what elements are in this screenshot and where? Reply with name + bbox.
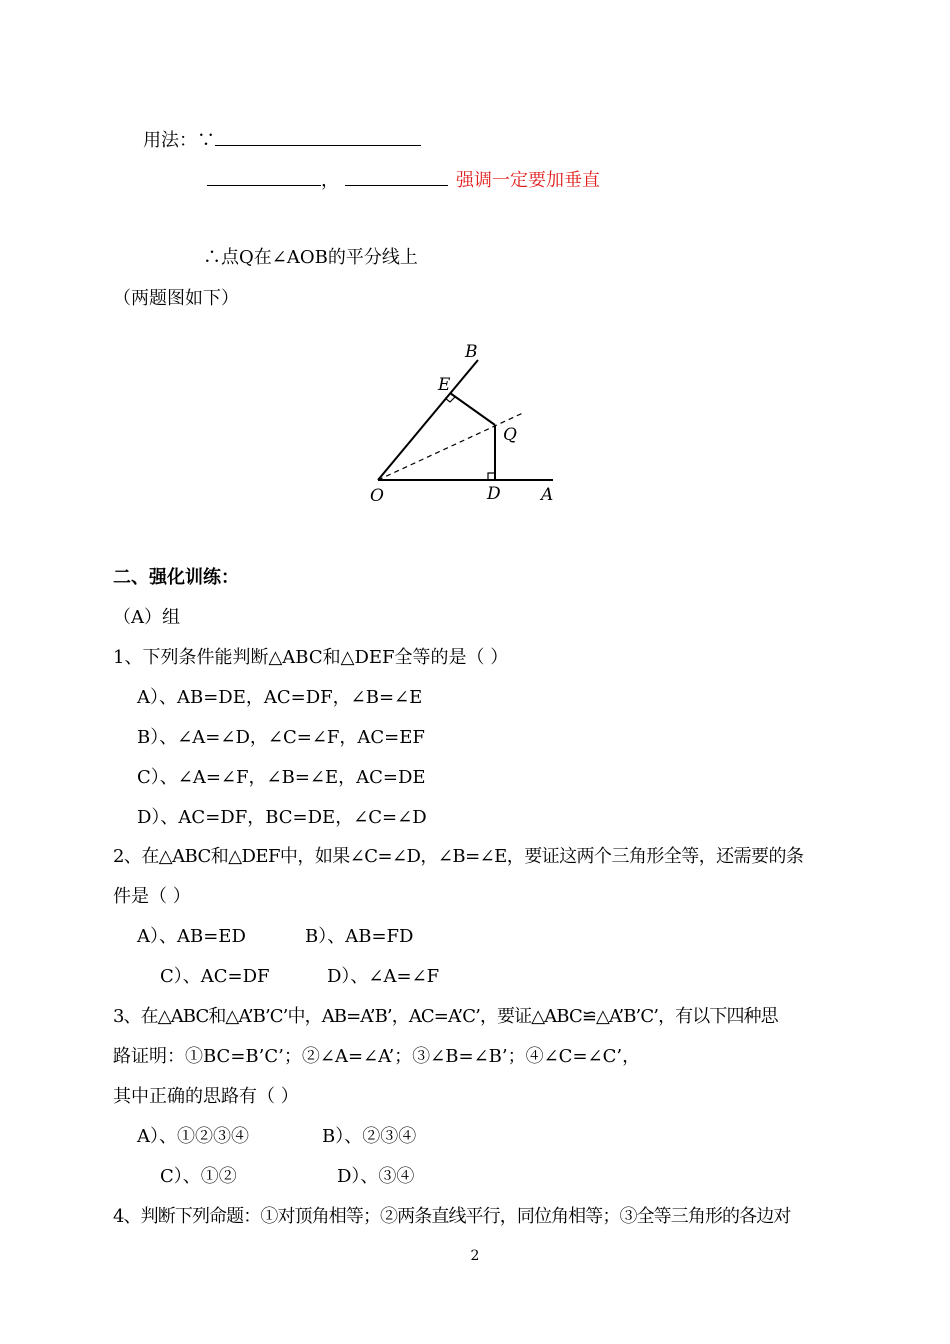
label-o: O <box>370 486 384 506</box>
q1-option-d[interactable]: D）、AC=DF，BC=DE，∠C=∠D <box>137 807 427 828</box>
page-number: 2 <box>470 1248 480 1264</box>
q4-stem-line-1: 4、判断下列命题：①对顶角相等；②两条直线平行，同位角相等；③全等三角形的各边对 <box>113 1206 791 1227</box>
q2-option-b[interactable]: B）、AB=FD <box>305 926 414 947</box>
segment-qe <box>450 393 495 425</box>
label-q: Q <box>503 425 517 445</box>
ray-ob <box>378 360 478 480</box>
angle-bisector-figure <box>360 340 580 510</box>
q3-option-a[interactable]: A）、①②③④ <box>137 1126 249 1147</box>
q2-option-d[interactable]: D）、∠A=∠F <box>327 966 440 987</box>
red-emphasis-note: 强调一定要加垂直 <box>456 170 600 191</box>
q2-option-a[interactable]: A）、AB=ED <box>137 926 246 947</box>
label-e: E <box>438 375 451 395</box>
therefore-statement: ∴点Q在∠AOB的平分线上 <box>203 247 418 268</box>
answer-blank-2[interactable] <box>207 167 321 186</box>
q2-stem-line-2: 件是（ ） <box>113 886 191 907</box>
q1-option-c[interactable]: C）、∠A=∠F，∠B=∠E，AC=DE <box>137 767 426 788</box>
right-angle-d <box>488 473 495 480</box>
answer-blank-1[interactable] <box>215 127 421 146</box>
q3-stem-line-3: 其中正确的思路有（ ） <box>113 1086 299 1107</box>
bisector-dashed <box>378 412 525 480</box>
answer-blank-3[interactable] <box>345 167 448 186</box>
q2-option-c[interactable]: C）、AC=DF <box>160 966 270 987</box>
usage-line-2 <box>207 167 600 193</box>
q3-stem-line-1: 3、在△ABC和△A’B’C’中，AB=A’B’，AC=A’C’，要证△ABC≌△A’B’C’，有以下四种思 <box>113 1006 778 1027</box>
group-label: （A）组 <box>113 607 180 628</box>
q3-stem-line-2: 路证明：①BC=B’C’；②∠A=∠A’；③∠B=∠B’；④∠C=∠C’， <box>113 1046 641 1067</box>
usage-label: 用法：∵ <box>143 130 215 151</box>
label-a: A <box>541 485 554 505</box>
section-title: 二、强化训练： <box>113 567 239 588</box>
q1-stem: 1、下列条件能判断△ABC和△DEF全等的是（ ） <box>113 647 509 668</box>
q1-option-a[interactable]: A）、AB=DE，AC=DF，∠B=∠E <box>137 687 423 708</box>
usage-separator: ， <box>321 170 339 191</box>
figure-note: （两题图如下） <box>113 288 239 309</box>
q3-option-b[interactable]: B）、②③④ <box>322 1126 417 1147</box>
label-d: D <box>487 484 501 504</box>
q2-stem-line-1: 2、在△ABC和△DEF中，如果∠C=∠D，∠B=∠E，要证这两个三角形全等，还需要的条 <box>113 846 804 867</box>
q3-option-c[interactable]: C）、①② <box>160 1166 237 1187</box>
q3-option-d[interactable]: D）、③④ <box>337 1166 415 1187</box>
q1-option-b[interactable]: B）、∠A=∠D，∠C=∠F，AC=EF <box>137 727 425 748</box>
therefore-line <box>203 246 418 270</box>
usage-line-1 <box>143 127 421 153</box>
label-b: B <box>465 342 478 362</box>
